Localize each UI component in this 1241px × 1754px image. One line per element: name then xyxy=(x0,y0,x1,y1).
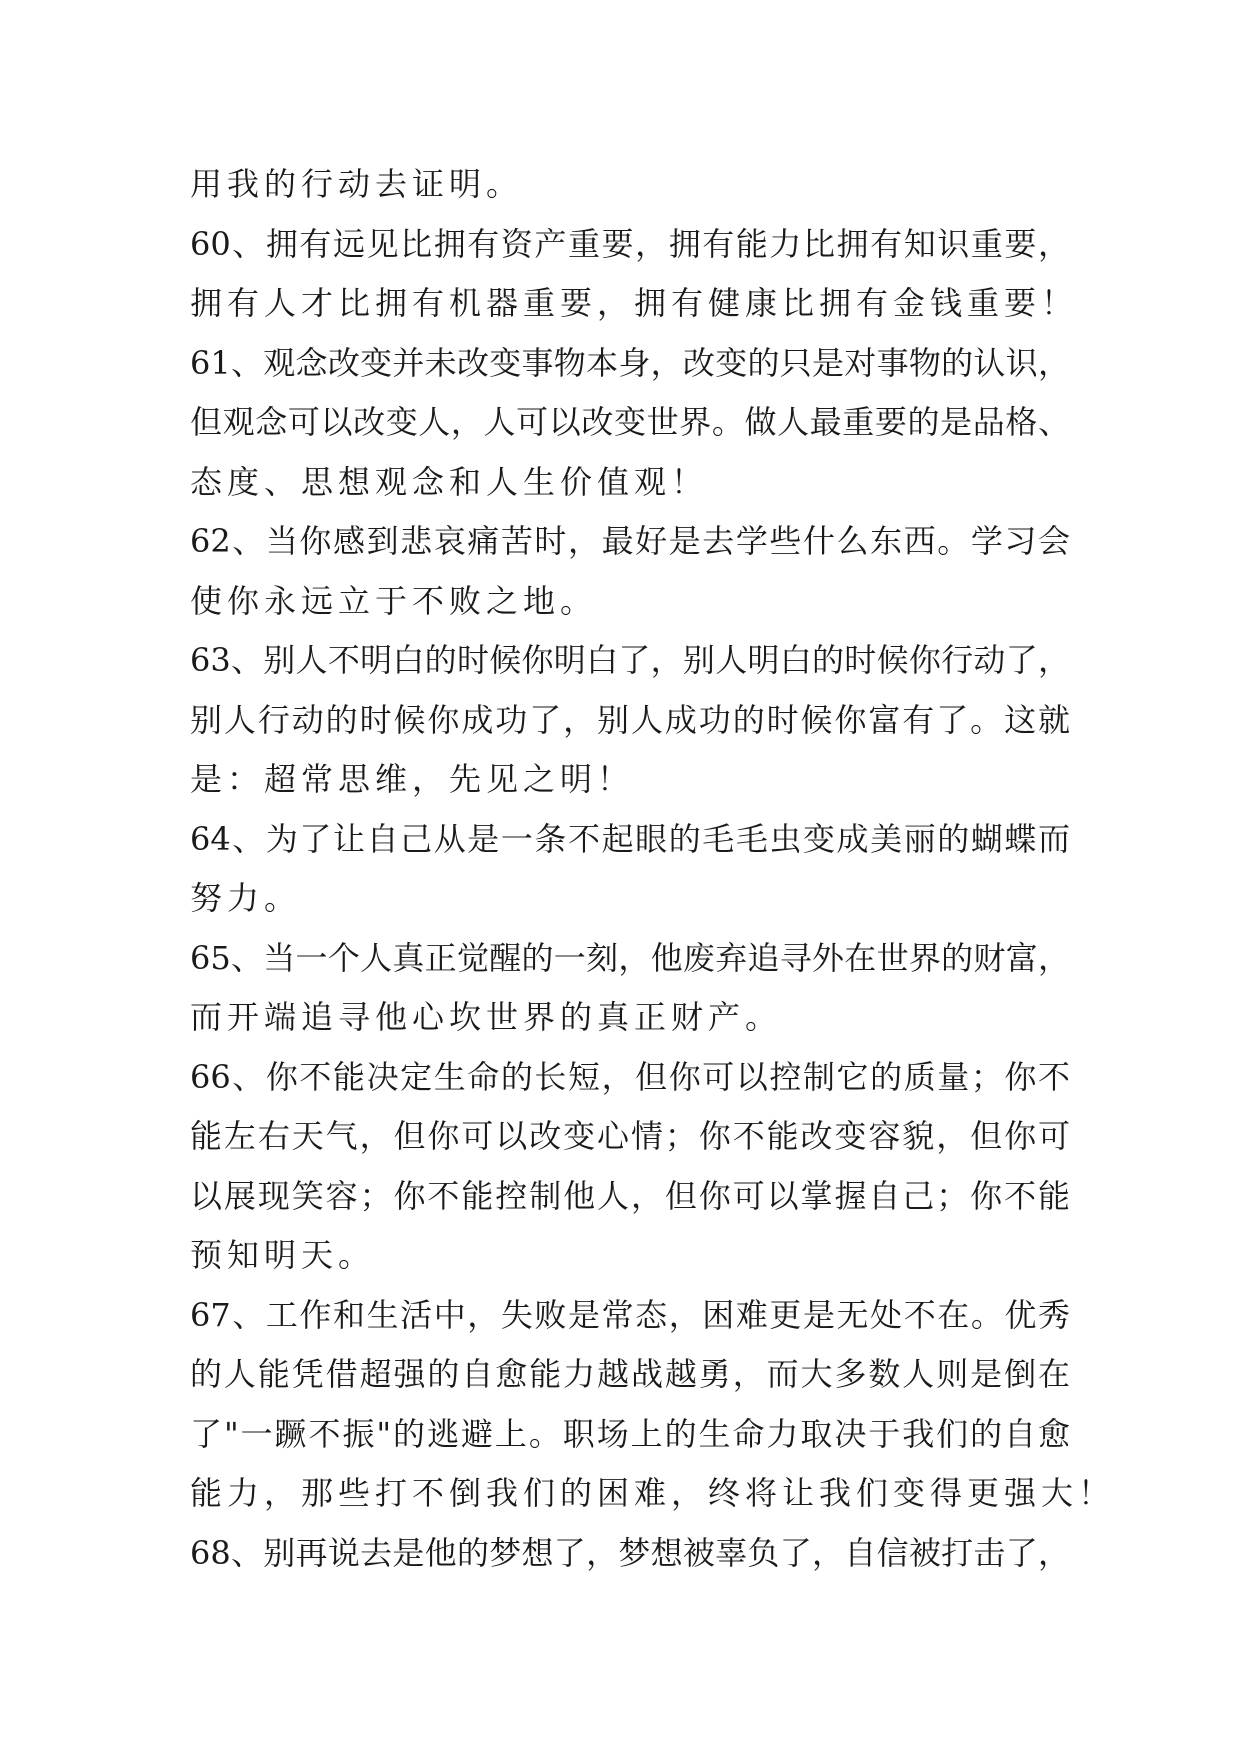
text-line: 是：超常思维，先见之明！ xyxy=(190,760,635,798)
text-line: 态度、思想观念和人生价值观！ xyxy=(190,462,709,501)
text-line: 拥有人才比拥有机器重要，拥有健康比拥有金钱重要！ xyxy=(190,284,1079,322)
text-line: 的人能凭借超强的自愈能力越战越勇，而大多数人则是倒在 xyxy=(190,1355,1070,1393)
text-line: 了"一蹶不振"的逃避上。职场上的生命力取决于我们的自愈 xyxy=(190,1414,1070,1453)
text-line: 61、观念改变并未改变事物本身，改变的只是对事物的认识， xyxy=(190,343,1070,382)
text-line: 能力，那些打不倒我们的困难，终将让我们变得更强大！ xyxy=(190,1474,1116,1512)
text-line: 63、别人不明白的时候你明白了，别人明白的时候你行动了， xyxy=(190,641,1070,679)
text-line: 65、当一个人真正觉醒的一刻，他废弃追寻外在世界的财富， xyxy=(190,938,1070,977)
text-line: 而开端追寻他心坎世界的真正财产。 xyxy=(190,998,783,1036)
text-line: 预知明天。 xyxy=(190,1236,376,1274)
text-line: 68、别再说去是他的梦想了，梦想被辜负了，自信被打击了， xyxy=(190,1533,1070,1572)
text-line: 努力。 xyxy=(190,879,302,917)
text-line: 使你永远立于不败之地。 xyxy=(190,581,598,620)
text-line: 用我的行动去证明。 xyxy=(190,165,524,203)
text-line: 64、为了让自己从是一条不起眼的毛毛虫变成美丽的蝴蝶而 xyxy=(190,819,1070,858)
text-line: 能左右天气，但你可以改变心情；你不能改变容貌，但你可 xyxy=(190,1117,1070,1155)
text-line: 以展现笑容；你不能控制他人，但你可以掌握自己；你不能 xyxy=(190,1176,1070,1215)
text-line: 67、工作和生活中，失败是常态，困难更是无处不在。优秀 xyxy=(190,1295,1070,1334)
body-text xyxy=(190,155,1116,1583)
text-line: 66、你不能决定生命的长短，但你可以控制它的质量；你不 xyxy=(190,1057,1070,1096)
text-line: 但观念可以改变人，人可以改变世界。做人最重要的是品格、 xyxy=(190,403,1070,441)
text-line: 60、拥有远见比拥有资产重要，拥有能力比拥有知识重要， xyxy=(190,224,1070,263)
text-line: 别人行动的时候你成功了，别人成功的时候你富有了。这就 xyxy=(190,700,1070,739)
text-line: 62、当你感到悲哀痛苦时，最好是去学些什么东西。学习会 xyxy=(190,522,1070,560)
